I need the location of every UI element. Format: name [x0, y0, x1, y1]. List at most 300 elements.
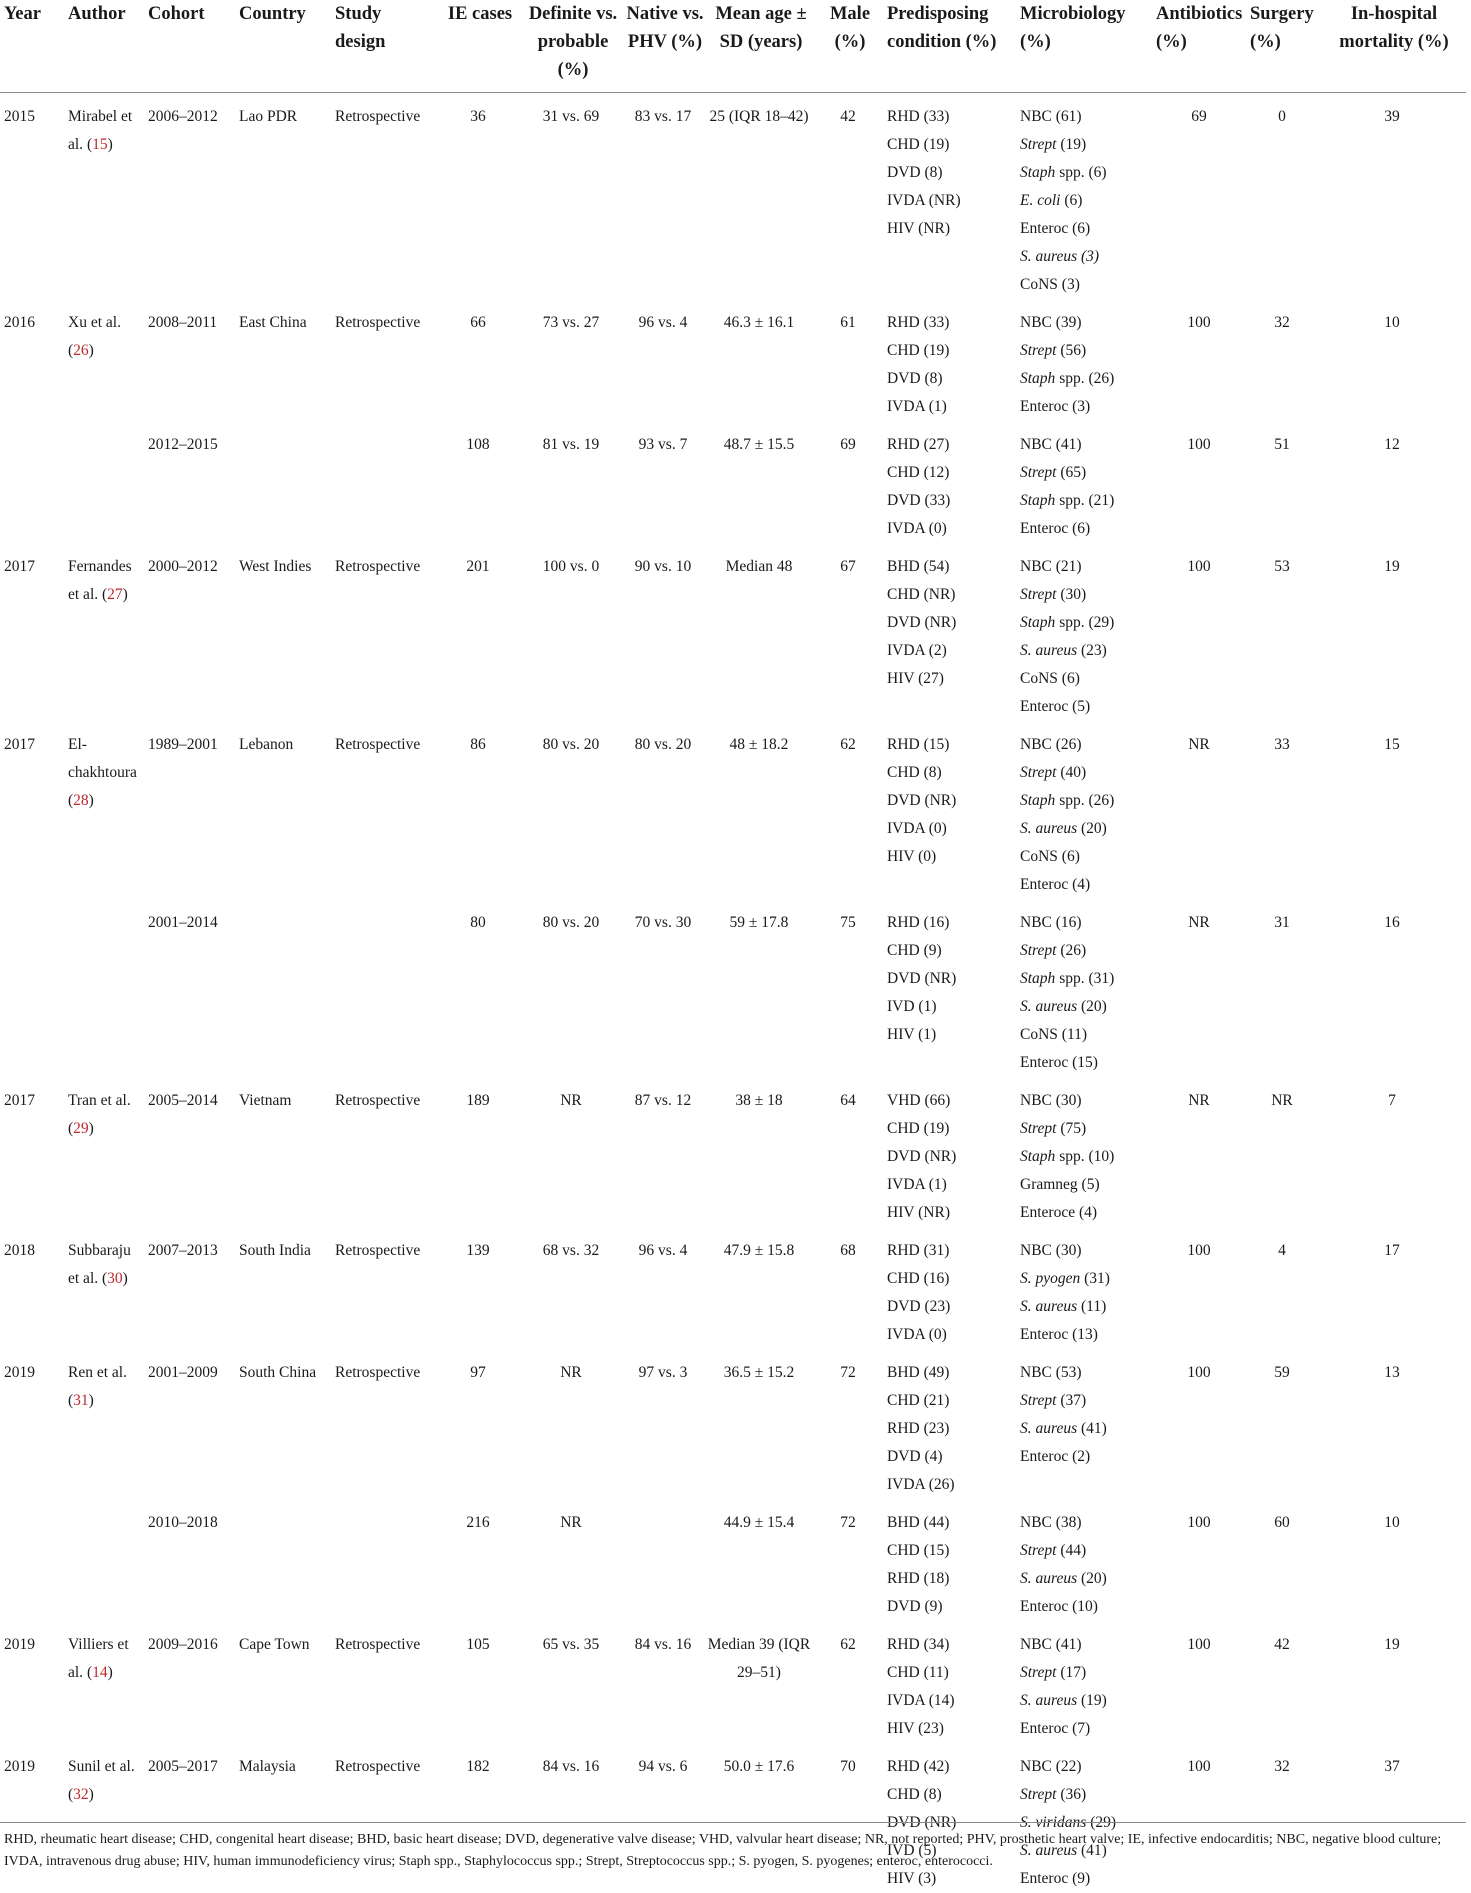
definite-vs-probable-cell: 81 vs. 19 — [521, 421, 621, 543]
microbiology-cell — [1016, 721, 1152, 899]
microbiology-cell — [1016, 299, 1152, 421]
mortality-cell: 13 — [1318, 1349, 1466, 1499]
microbiology-value: (19) — [1077, 1692, 1107, 1709]
microbiology-cell — [1016, 1499, 1152, 1621]
reference-link[interactable]: 31 — [73, 1392, 89, 1409]
microbiology-item — [1020, 937, 1152, 965]
predisposing-cell — [883, 1227, 1016, 1349]
mortality-cell: 10 — [1318, 1499, 1466, 1621]
microbiology-value: (56) — [1056, 342, 1086, 359]
author-cell — [64, 899, 144, 1077]
male-cell: 70 — [813, 1743, 883, 1893]
microbiology-item — [1020, 1049, 1152, 1077]
microbiology-value: Enteroc (13) — [1020, 1326, 1098, 1343]
definite-vs-probable-cell: 73 vs. 27 — [521, 299, 621, 421]
microbiology-item — [1020, 1415, 1152, 1443]
microbiology-item — [1020, 693, 1152, 721]
microbiology-item — [1020, 1537, 1152, 1565]
year-cell: 2015 — [0, 93, 64, 300]
mean-age-cell: Median 48 — [705, 543, 813, 721]
organism-name: Strept — [1020, 1542, 1056, 1559]
microbiology-value: (40) — [1056, 764, 1086, 781]
header-in-hospital-mortality: In-hospital mortality (%) — [1318, 0, 1466, 93]
organism-name: Strept — [1020, 764, 1056, 781]
native-vs-phv-cell: 84 vs. 16 — [621, 1621, 705, 1743]
year-cell — [0, 421, 64, 543]
predisposing-item: HIV (NR) — [887, 215, 1016, 243]
microbiology-value: (6) — [1060, 192, 1082, 209]
country-cell: Lao PDR — [235, 93, 331, 300]
surgery-cell: 53 — [1246, 543, 1318, 721]
reference-link[interactable]: 26 — [73, 342, 89, 359]
microbiology-value: Enteroc (3) — [1020, 398, 1090, 415]
microbiology-item — [1020, 515, 1152, 543]
microbiology-value: (11) — [1077, 1298, 1106, 1315]
predisposing-cell — [883, 543, 1016, 721]
ie-cases-cell: 86 — [435, 721, 521, 899]
microbiology-item — [1020, 1021, 1152, 1049]
definite-vs-probable-cell: 31 vs. 69 — [521, 93, 621, 300]
predisposing-cell — [883, 1077, 1016, 1227]
mean-age-cell: Median 39 (IQR 29–51) — [705, 1621, 813, 1743]
native-vs-phv-cell: 87 vs. 12 — [621, 1077, 705, 1227]
male-cell: 68 — [813, 1227, 883, 1349]
year-cell: 2017 — [0, 543, 64, 721]
microbiology-cell — [1016, 543, 1152, 721]
microbiology-item — [1020, 365, 1152, 393]
mean-age-cell: 48 ± 18.2 — [705, 721, 813, 899]
microbiology-value: (37) — [1056, 1392, 1086, 1409]
microbiology-value: (23) — [1077, 642, 1107, 659]
country-cell — [235, 1499, 331, 1621]
microbiology-value: (41) — [1077, 1842, 1107, 1859]
predisposing-item: CHD (21) — [887, 1387, 1016, 1415]
author-name: Xu et al. — [68, 314, 121, 331]
year-cell: 2019 — [0, 1349, 64, 1499]
header-predisposing-condition: Predisposing condition (%) — [883, 0, 1016, 93]
study-design-cell: Retrospective — [331, 721, 435, 899]
male-cell: 75 — [813, 899, 883, 1077]
microbiology-value: spp. (26) — [1055, 370, 1114, 387]
microbiology-value: NBC (39) — [1020, 314, 1082, 331]
native-vs-phv-cell: 96 vs. 4 — [621, 299, 705, 421]
microbiology-value: Enteroc (5) — [1020, 698, 1090, 715]
reference-link[interactable]: 30 — [107, 1270, 123, 1287]
header-definite-vs-probable: Definite vs. probable (%) — [521, 0, 621, 93]
predisposing-item: IVD (5) — [887, 1837, 1016, 1865]
reference-link[interactable]: 27 — [107, 586, 123, 603]
surgery-cell: 32 — [1246, 299, 1318, 421]
ie-cases-cell: 36 — [435, 93, 521, 300]
microbiology-value: spp. (10) — [1055, 1148, 1114, 1165]
year-cell: 2019 — [0, 1621, 64, 1743]
microbiology-item — [1020, 553, 1152, 581]
antibiotics-cell: 100 — [1152, 1227, 1246, 1349]
study-design-cell: Retrospective — [331, 299, 435, 421]
mortality-cell: 19 — [1318, 1621, 1466, 1743]
microbiology-value: NBC (38) — [1020, 1514, 1082, 1531]
microbiology-item — [1020, 103, 1152, 131]
country-cell: South China — [235, 1349, 331, 1499]
author-name: Tran et al. — [68, 1092, 131, 1109]
table-row — [0, 1227, 1466, 1349]
predisposing-item: IVDA (0) — [887, 515, 1016, 543]
predisposing-item: VHD (66) — [887, 1087, 1016, 1115]
native-vs-phv-cell: 93 vs. 7 — [621, 421, 705, 543]
predisposing-item: DVD (NR) — [887, 965, 1016, 993]
year-cell: 2019 — [0, 1743, 64, 1893]
predisposing-item: DVD (8) — [887, 365, 1016, 393]
microbiology-item — [1020, 1171, 1152, 1199]
organism-name: S. aureus — [1020, 820, 1077, 837]
predisposing-item: DVD (23) — [887, 1293, 1016, 1321]
mean-age-cell: 47.9 ± 15.8 — [705, 1227, 813, 1349]
organism-name: S. pyogen — [1020, 1270, 1080, 1287]
native-vs-phv-cell: 94 vs. 6 — [621, 1743, 705, 1893]
author-name: Villiers et al. — [68, 1636, 129, 1681]
microbiology-value: (36) — [1056, 1786, 1086, 1803]
study-design-cell: Retrospective — [331, 1743, 435, 1893]
predisposing-item: RHD (42) — [887, 1753, 1016, 1781]
organism-name: S. viridans — [1020, 1814, 1086, 1831]
predisposing-item: HIV (23) — [887, 1715, 1016, 1743]
microbiology-item — [1020, 187, 1152, 215]
predisposing-item: DVD (9) — [887, 1593, 1016, 1621]
microbiology-item — [1020, 581, 1152, 609]
reference-link[interactable]: 32 — [73, 1786, 89, 1803]
author-name: Fernandes et al. — [68, 558, 132, 603]
organism-name: S. aureus — [1020, 1298, 1077, 1315]
predisposing-cell — [883, 1499, 1016, 1621]
mortality-cell: 12 — [1318, 421, 1466, 543]
country-cell: Malaysia — [235, 1743, 331, 1893]
microbiology-value: spp. (26) — [1055, 792, 1114, 809]
microbiology-value: Enteroc (7) — [1020, 1720, 1090, 1737]
predisposing-cell — [883, 421, 1016, 543]
author-cell: Fernandes et al. (27) — [64, 543, 144, 721]
microbiology-item — [1020, 243, 1152, 271]
header-mean-age: Mean age ± SD (years) — [705, 0, 813, 93]
ie-cases-cell: 139 — [435, 1227, 521, 1349]
cohort-cell: 2007–2013 — [144, 1227, 235, 1349]
mortality-cell: 39 — [1318, 93, 1466, 300]
predisposing-item: HIV (0) — [887, 843, 1016, 871]
surgery-cell: 31 — [1246, 899, 1318, 1077]
study-design-cell — [331, 899, 435, 1077]
predisposing-item: CHD (19) — [887, 1115, 1016, 1143]
predisposing-item: HIV (27) — [887, 665, 1016, 693]
table-row — [0, 93, 1466, 300]
definite-vs-probable-cell: 80 vs. 20 — [521, 721, 621, 899]
country-cell: West Indies — [235, 543, 331, 721]
organism-name: Strept — [1020, 586, 1056, 603]
predisposing-item: CHD (16) — [887, 1265, 1016, 1293]
predisposing-item: BHD (54) — [887, 553, 1016, 581]
mean-age-cell: 46.3 ± 16.1 — [705, 299, 813, 421]
reference-link[interactable]: 14 — [92, 1664, 108, 1681]
header-row — [0, 0, 1466, 93]
author-cell: El-chakhtoura (28) — [64, 721, 144, 899]
antibiotics-cell: 100 — [1152, 1349, 1246, 1499]
microbiology-item — [1020, 637, 1152, 665]
definite-vs-probable-cell: NR — [521, 1349, 621, 1499]
organism-name: Staph — [1020, 492, 1055, 509]
ie-cases-cell: 182 — [435, 1743, 521, 1893]
male-cell: 72 — [813, 1499, 883, 1621]
microbiology-item — [1020, 665, 1152, 693]
definite-vs-probable-cell: 68 vs. 32 — [521, 1227, 621, 1349]
ie-cases-cell: 97 — [435, 1349, 521, 1499]
microbiology-item — [1020, 759, 1152, 787]
table-row — [0, 1077, 1466, 1227]
microbiology-item — [1020, 609, 1152, 637]
microbiology-value: NBC (41) — [1020, 1636, 1082, 1653]
organism-name: Strept — [1020, 464, 1056, 481]
microbiology-item — [1020, 1199, 1152, 1227]
header-surgery: Surgery (%) — [1246, 0, 1318, 93]
microbiology-item — [1020, 393, 1152, 421]
predisposing-item: HIV (3) — [887, 1865, 1016, 1893]
microbiology-value: (65) — [1056, 464, 1086, 481]
microbiology-value: (20) — [1077, 1570, 1107, 1587]
organism-name: S. aureus — [1020, 1420, 1077, 1437]
author-name: Sunil et al. — [68, 1758, 135, 1775]
predisposing-item: DVD (NR) — [887, 787, 1016, 815]
predisposing-item: BHD (44) — [887, 1509, 1016, 1537]
organism-name: Staph — [1020, 1148, 1055, 1165]
microbiology-value: NBC (41) — [1020, 436, 1082, 453]
microbiology-value: Enteroce (4) — [1020, 1204, 1097, 1221]
predisposing-item: DVD (4) — [887, 1443, 1016, 1471]
organism-name: S. aureus — [1020, 1692, 1077, 1709]
definite-vs-probable-cell: NR — [521, 1077, 621, 1227]
microbiology-value: (31) — [1080, 1270, 1110, 1287]
microbiology-value: CoNS (6) — [1020, 848, 1080, 865]
country-cell: East China — [235, 299, 331, 421]
table-row — [0, 1621, 1466, 1743]
cohort-cell: 2005–2014 — [144, 1077, 235, 1227]
author-cell: Sunil et al. (32) — [64, 1743, 144, 1893]
predisposing-item: IVDA (1) — [887, 393, 1016, 421]
reference-link[interactable]: 28 — [73, 792, 89, 809]
mean-age-cell: 36.5 ± 15.2 — [705, 1349, 813, 1499]
microbiology-cell — [1016, 93, 1152, 300]
microbiology-value: NBC (22) — [1020, 1758, 1082, 1775]
year-cell: 2016 — [0, 299, 64, 421]
country-cell — [235, 899, 331, 1077]
predisposing-item: CHD (NR) — [887, 581, 1016, 609]
predisposing-item: RHD (33) — [887, 309, 1016, 337]
microbiology-value: NBC (16) — [1020, 914, 1082, 931]
cohort-cell: 2006–2012 — [144, 93, 235, 300]
mortality-cell: 7 — [1318, 1077, 1466, 1227]
predisposing-cell — [883, 299, 1016, 421]
author-name: Subbaraju et al. — [68, 1242, 131, 1287]
microbiology-cell — [1016, 1349, 1152, 1499]
microbiology-item — [1020, 1143, 1152, 1171]
microbiology-value: Enteroc (6) — [1020, 220, 1090, 237]
male-cell: 67 — [813, 543, 883, 721]
mortality-cell: 10 — [1318, 299, 1466, 421]
author-cell: Xu et al. (26) — [64, 299, 144, 421]
microbiology-item — [1020, 731, 1152, 759]
microbiology-item — [1020, 1293, 1152, 1321]
cohort-cell: 2001–2009 — [144, 1349, 235, 1499]
table-row — [0, 299, 1466, 421]
reference-link[interactable]: 15 — [92, 136, 108, 153]
table-body — [0, 93, 1466, 1893]
microbiology-cell — [1016, 421, 1152, 543]
predisposing-item: RHD (16) — [887, 909, 1016, 937]
mortality-cell: 37 — [1318, 1743, 1466, 1893]
country-cell — [235, 421, 331, 543]
author-cell: Ren et al. (31) — [64, 1349, 144, 1499]
surgery-cell: NR — [1246, 1077, 1318, 1227]
country-cell: Lebanon — [235, 721, 331, 899]
microbiology-value: CoNS (11) — [1020, 1026, 1087, 1043]
microbiology-value: Gramneg (5) — [1020, 1176, 1100, 1193]
microbiology-item — [1020, 309, 1152, 337]
table-row — [0, 721, 1466, 899]
header-author: Author — [64, 0, 144, 93]
predisposing-item: DVD (NR) — [887, 1809, 1016, 1837]
microbiology-item — [1020, 1781, 1152, 1809]
header-study-design: Study design — [331, 0, 435, 93]
definite-vs-probable-cell: NR — [521, 1499, 621, 1621]
country-cell: South India — [235, 1227, 331, 1349]
microbiology-value: (30) — [1056, 586, 1086, 603]
microbiology-item — [1020, 787, 1152, 815]
organism-name: Staph — [1020, 970, 1055, 987]
microbiology-item — [1020, 871, 1152, 899]
mean-age-cell: 38 ± 18 — [705, 1077, 813, 1227]
country-cell: Vietnam — [235, 1077, 331, 1227]
microbiology-item — [1020, 1593, 1152, 1621]
reference-link[interactable]: 29 — [73, 1120, 89, 1137]
organism-name: Strept — [1020, 342, 1056, 359]
surgery-cell: 60 — [1246, 1499, 1318, 1621]
organism-name: S. aureus — [1020, 1570, 1077, 1587]
table-footnote: RHD, rheumatic heart disease; CHD, congenital heart disease; BHD, basic heart disease; DVD, degenerative valve disease; VHD, valvular heart disease; NR, not reported; PHV, prosthetic heart valve; IE, infective endocarditis; NBC, negative blood culture; IVDA, intravenous drug abuse; HIV, human immunodeficiency virus; Staph spp., Staphylococcus spp.; Strept, Streptococcus spp.; S. pyogen, S. pyogenes; enteroc, enterococci. — [0, 1822, 1466, 1873]
microbiology-value: NBC (26) — [1020, 736, 1082, 753]
microbiology-item — [1020, 1265, 1152, 1293]
study-design-cell: Retrospective — [331, 1227, 435, 1349]
microbiology-value: Enteroc (9) — [1020, 1870, 1090, 1887]
predisposing-item: RHD (15) — [887, 731, 1016, 759]
ie-cases-cell: 216 — [435, 1499, 521, 1621]
microbiology-value: (17) — [1056, 1664, 1086, 1681]
predisposing-item: HIV (NR) — [887, 1199, 1016, 1227]
cohort-cell: 2012–2015 — [144, 421, 235, 543]
study-design-cell: Retrospective — [331, 1621, 435, 1743]
predisposing-item: CHD (8) — [887, 1781, 1016, 1809]
mortality-cell: 16 — [1318, 899, 1466, 1077]
definite-vs-probable-cell: 80 vs. 20 — [521, 899, 621, 1077]
study-design-cell: Retrospective — [331, 1349, 435, 1499]
native-vs-phv-cell: 80 vs. 20 — [621, 721, 705, 899]
microbiology-value: (19) — [1056, 136, 1086, 153]
predisposing-item: DVD (33) — [887, 487, 1016, 515]
antibiotics-cell: 100 — [1152, 299, 1246, 421]
predisposing-cell — [883, 93, 1016, 300]
antibiotics-cell: NR — [1152, 1077, 1246, 1227]
cohort-cell: 2005–2017 — [144, 1743, 235, 1893]
definite-vs-probable-cell: 84 vs. 16 — [521, 1743, 621, 1893]
microbiology-value: (75) — [1056, 1120, 1086, 1137]
predisposing-item: RHD (33) — [887, 103, 1016, 131]
header-country: Country — [235, 0, 331, 93]
predisposing-cell — [883, 1349, 1016, 1499]
mean-age-cell: 25 (IQR 18–42) — [705, 93, 813, 300]
surgery-cell: 4 — [1246, 1227, 1318, 1349]
antibiotics-cell: NR — [1152, 721, 1246, 899]
male-cell: 72 — [813, 1349, 883, 1499]
microbiology-value: Enteroc (6) — [1020, 520, 1090, 537]
year-cell — [0, 899, 64, 1077]
microbiology-item — [1020, 1321, 1152, 1349]
microbiology-value: (20) — [1077, 820, 1107, 837]
native-vs-phv-cell: 96 vs. 4 — [621, 1227, 705, 1349]
ie-cases-cell: 80 — [435, 899, 521, 1077]
author-cell: Subbaraju et al. (30) — [64, 1227, 144, 1349]
microbiology-value: Enteroc (10) — [1020, 1598, 1098, 1615]
microbiology-item — [1020, 1659, 1152, 1687]
microbiology-item — [1020, 1509, 1152, 1537]
predisposing-item: CHD (15) — [887, 1537, 1016, 1565]
definite-vs-probable-cell: 65 vs. 35 — [521, 1621, 621, 1743]
predisposing-item: CHD (11) — [887, 1659, 1016, 1687]
microbiology-item — [1020, 843, 1152, 871]
mean-age-cell: 44.9 ± 15.4 — [705, 1499, 813, 1621]
organism-name: Strept — [1020, 1664, 1056, 1681]
microbiology-item — [1020, 993, 1152, 1021]
study-design-cell — [331, 1499, 435, 1621]
cohort-cell: 2009–2016 — [144, 1621, 235, 1743]
microbiology-value: NBC (30) — [1020, 1242, 1082, 1259]
predisposing-item: CHD (8) — [887, 759, 1016, 787]
predisposing-cell — [883, 1621, 1016, 1743]
table-row — [0, 1499, 1466, 1621]
header-ie-cases: IE cases — [435, 0, 521, 93]
header-male: Male (%) — [813, 0, 883, 93]
mean-age-cell: 50.0 ± 17.6 — [705, 1743, 813, 1893]
antibiotics-cell: 100 — [1152, 1499, 1246, 1621]
header-microbiology: Microbiology (%) — [1016, 0, 1152, 93]
microbiology-value: NBC (30) — [1020, 1092, 1082, 1109]
organism-name: Strept — [1020, 1120, 1056, 1137]
microbiology-cell — [1016, 1621, 1152, 1743]
cohort-cell: 2010–2018 — [144, 1499, 235, 1621]
predisposing-item: HIV (1) — [887, 1021, 1016, 1049]
table-row — [0, 1349, 1466, 1499]
surgery-cell: 59 — [1246, 1349, 1318, 1499]
organism-name: Staph — [1020, 792, 1055, 809]
microbiology-value: Enteroc (15) — [1020, 1054, 1098, 1071]
male-cell: 69 — [813, 421, 883, 543]
ie-cases-cell: 189 — [435, 1077, 521, 1227]
organism-name: S. aureus — [1020, 642, 1077, 659]
study-design-cell: Retrospective — [331, 93, 435, 300]
predisposing-item: IVDA (NR) — [887, 187, 1016, 215]
microbiology-item — [1020, 1359, 1152, 1387]
predisposing-item: RHD (27) — [887, 431, 1016, 459]
microbiology-cell — [1016, 1227, 1152, 1349]
predisposing-item: RHD (23) — [887, 1415, 1016, 1443]
header-antibiotics: Antibiotics (%) — [1152, 0, 1246, 93]
ie-cases-cell: 108 — [435, 421, 521, 543]
predisposing-item: CHD (19) — [887, 131, 1016, 159]
microbiology-value: (29) — [1086, 1814, 1116, 1831]
